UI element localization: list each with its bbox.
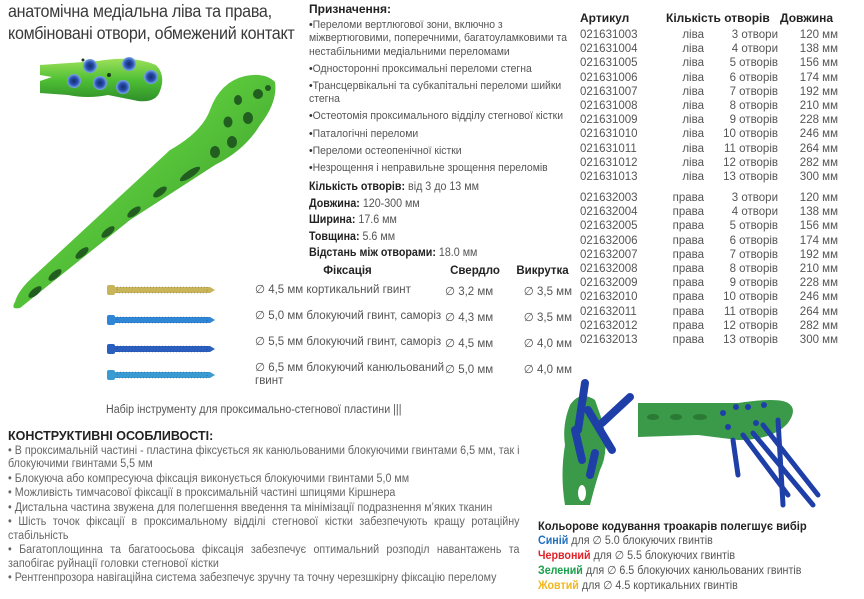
cell-length: 120 мм — [799, 192, 838, 205]
fixation-header — [255, 262, 575, 280]
cell-side: права — [672, 192, 704, 205]
table-row — [580, 142, 864, 156]
header-holes: Кількість отворів — [666, 11, 770, 25]
cell-article: 021632006 — [580, 234, 638, 247]
feature-item: • Шість точок фіксації в проксимальному відділі стегнової кістки забезпечують кращу ротаційну стабільність — [8, 516, 520, 542]
cell-article: 021631011 — [580, 142, 637, 155]
spec-label: Кількість отворів: — [309, 181, 406, 194]
cell-length: 138 мм — [799, 206, 838, 219]
header-length: Довжина — [780, 11, 834, 25]
cell-holes: 6 отворів — [729, 71, 778, 84]
purpose-item: • Переломи вертлюгової зони, включно з міжвертюговими, поперечними, багатоуламковими та нестабільними медіальними переломами — [309, 19, 579, 59]
cell-holes: 13 отворів — [723, 170, 778, 183]
screw-icon — [107, 315, 215, 325]
cell-side: права — [672, 305, 704, 318]
purpose-heading: Призначення: — [309, 2, 392, 16]
fixation-row — [255, 306, 575, 332]
screws-image — [105, 283, 220, 383]
cell-article: 021632013 — [580, 333, 638, 346]
cell-holes: 5 отворів — [729, 57, 778, 70]
cell-side: права — [672, 319, 704, 332]
cell-length: 246 мм — [799, 128, 838, 141]
legend-item — [538, 534, 836, 549]
spec-width — [309, 212, 558, 229]
table-row — [580, 290, 864, 304]
cell-article: 021632010 — [580, 291, 638, 304]
cell-holes: 11 отворів — [724, 305, 778, 318]
fixation-screwdriver: ∅ 4,0 мм — [523, 338, 572, 350]
plate-model-front-image — [540, 375, 640, 515]
cell-article: 021631013 — [580, 170, 638, 183]
left-plate-rows — [580, 28, 864, 184]
cell-side: права — [672, 234, 704, 247]
cell-article: 021632005 — [580, 220, 638, 233]
purpose-item: • Односторонні проксимальні переломи стегна — [309, 63, 579, 76]
cell-holes: 7 отворів — [729, 85, 778, 98]
table-row — [580, 234, 864, 248]
cell-length: 246 мм — [799, 291, 838, 304]
fixation-drill: ∅ 4,3 мм — [445, 312, 494, 324]
cell-holes: 7 отворів — [729, 248, 778, 261]
cell-length: 282 мм — [799, 319, 838, 332]
cell-article: 021631007 — [580, 85, 638, 98]
header-article: Артикул — [580, 11, 630, 25]
table-row — [580, 205, 864, 219]
fixation-row — [255, 358, 575, 392]
legend-color-name: Червоний — [538, 550, 591, 562]
table-row — [580, 85, 864, 99]
table-row — [580, 170, 864, 184]
cell-length: 210 мм — [799, 99, 838, 112]
cell-side: права — [672, 263, 704, 275]
cell-article: 021632007 — [580, 248, 638, 261]
table-row — [580, 248, 864, 262]
cell-length: 120 мм — [799, 29, 838, 41]
fixation-row — [255, 332, 575, 358]
legend-color-name: Синій — [538, 535, 569, 547]
header-fixation: Фіксація — [323, 265, 372, 277]
cell-side: права — [672, 277, 704, 290]
cell-holes: 10 отворів — [723, 128, 778, 141]
fixation-screwdriver: ∅ 4,0 мм — [523, 364, 572, 376]
feature-item: • Можливість тимчасової фіксації в проксимальній частині шпицями Кіршнера — [8, 487, 396, 499]
cell-holes: 12 отворів — [723, 319, 778, 332]
cell-article: 021632008 — [580, 263, 638, 275]
legend-text: для ∅ 6.5 блокуючих канюльованих гвинтів — [582, 565, 802, 577]
cell-side: права — [672, 220, 704, 233]
fixation-drill: ∅ 4,5 мм — [445, 338, 494, 350]
cell-article: 021631003 — [580, 29, 638, 41]
cell-length: 156 мм — [799, 220, 838, 233]
fixation-screw: ∅ 6,5 мм блокуючий канюльований гвинт — [255, 362, 445, 387]
legend-item — [538, 579, 836, 594]
spec-value: 18.0 мм — [435, 247, 478, 260]
cell-article: 021631006 — [580, 71, 638, 84]
cell-side: ліва — [682, 43, 704, 56]
title-line-2: комбіновані отвори, обмежений контакт — [8, 23, 295, 43]
cell-article: 021631009 — [580, 114, 638, 127]
cell-holes: 3 отвори — [731, 192, 778, 205]
cell-length: 192 мм — [799, 85, 838, 98]
cell-holes: 12 отворів — [723, 156, 778, 169]
cell-article: 021632009 — [580, 277, 638, 290]
cell-holes: 9 отворів — [729, 114, 778, 127]
fixation-row — [255, 280, 575, 306]
fixation-table — [255, 262, 575, 392]
cell-length: 264 мм — [799, 305, 838, 318]
purpose-item: • Трансцервікальні та субкапітальні переломи шийки стегна — [309, 80, 579, 106]
cell-side: ліва — [682, 156, 704, 169]
table-row — [580, 71, 864, 85]
table-header — [580, 8, 864, 28]
cell-holes: 6 отворів — [729, 234, 778, 247]
cell-side: ліва — [682, 128, 704, 141]
spec-value: 17.6 мм — [355, 214, 397, 227]
feature-item: • Багатоплощинна та багатоосьова фіксація забезпечує оптимальний розподіл навантажень та запобігає руйнації головки стегнової кістки — [8, 544, 520, 570]
purpose-item: • Переломи остеопенічної кістки — [309, 145, 579, 158]
screw-icon — [107, 285, 215, 295]
table-row — [580, 305, 864, 319]
cell-side: права — [672, 248, 704, 261]
table-row — [580, 262, 864, 276]
table-row — [580, 191, 864, 205]
purpose-list — [309, 19, 577, 175]
cell-holes: 13 отворів — [723, 333, 778, 346]
legend-text: для ∅ 4.5 кортикальних гвинтів — [578, 580, 738, 592]
fixation-screwdriver: ∅ 3,5 мм — [523, 312, 572, 324]
spec-label: Товщина: — [309, 230, 360, 243]
table-row — [580, 113, 864, 127]
cell-length: 156 мм — [799, 57, 838, 70]
table-row — [580, 333, 864, 347]
cell-holes: 4 отвори — [731, 206, 778, 219]
cell-article: 021632004 — [580, 206, 638, 219]
product-title — [8, 0, 295, 44]
cell-article: 021632012 — [580, 319, 638, 332]
cell-side: ліва — [682, 85, 704, 98]
trocar-color-legend — [538, 519, 858, 594]
spec-label: Ширина: — [309, 214, 356, 227]
header-drill: Свердло — [450, 265, 500, 277]
fixation-rows — [255, 280, 575, 392]
cell-length: 228 мм — [799, 114, 838, 127]
fixation-drill: ∅ 5,0 мм — [445, 364, 494, 376]
design-features-section — [8, 430, 520, 587]
fixation-drill: ∅ 3,2 мм — [445, 286, 494, 298]
cell-side: ліва — [682, 99, 704, 112]
cell-article: 021631005 — [580, 57, 638, 70]
cell-side: права — [672, 291, 704, 304]
feature-item: • Рентгенпрозора навігаційна система забезпечує зручну та точну черезшкірну фіксацію перелому — [8, 572, 497, 584]
legend-color-name: Жовтий — [538, 580, 579, 592]
screw-icon — [107, 344, 215, 354]
legend-heading: Кольорове кодування троакарів полегшує вибір — [538, 519, 807, 533]
table-row — [580, 56, 864, 70]
cell-length: 300 мм — [799, 333, 838, 346]
title-line-1: анатомічна медіальна ліва та права, — [8, 1, 272, 21]
fixation-screw: ∅ 5,0 мм блокуючий гвинт, саморіз — [255, 310, 442, 322]
feature-item: • В проксимальній частині - пластина фіксується як канюльованими блокуючими гвинтами 6,5 мм, так і блокуючими гвинтами 5,5 мм — [8, 444, 520, 470]
legend-item — [538, 549, 836, 564]
cell-length: 264 мм — [799, 142, 838, 155]
cell-side: права — [672, 206, 704, 219]
cell-holes: 8 отворів — [729, 99, 778, 112]
spec-label: Довжина: — [309, 197, 360, 210]
bone-plate-image — [10, 70, 290, 315]
cell-holes: 10 отворів — [723, 291, 778, 304]
cell-length: 138 мм — [799, 43, 838, 56]
spec-value: 5.6 мм — [359, 230, 396, 243]
table-row — [580, 127, 864, 141]
cell-article: 021631012 — [580, 156, 638, 169]
fixation-screw: ∅ 4,5 мм кортикальний гвинт — [255, 284, 411, 296]
table-row — [580, 99, 864, 113]
spec-thickness — [309, 229, 558, 246]
cell-length: 282 мм — [799, 156, 838, 169]
spec-label: Відстань між отворами: — [309, 247, 436, 260]
feature-item: • Блокуюча або компресуюча фіксація виконується блокуючими гвинтами 5,0 мм — [8, 472, 410, 485]
cell-holes: 4 отвори — [731, 43, 778, 56]
legend-item — [538, 564, 836, 579]
header-screwdriver: Викрутка — [516, 265, 569, 277]
instrument-set-caption: Набір інструменту для проксимально-стегнової пластини ||| — [106, 404, 402, 416]
legend-text: для ∅ 5.5 блокуючих гвинтів — [590, 550, 736, 562]
cell-article: 021631010 — [580, 128, 638, 141]
cell-holes: 8 отворів — [729, 263, 778, 275]
fixation-screw: ∅ 5,5 мм блокуючий гвинт, саморіз — [255, 336, 442, 348]
cell-side: ліва — [682, 170, 704, 183]
article-table — [580, 8, 864, 347]
screw-icon — [107, 370, 215, 380]
features-heading: КОНСТРУКТИВНІ ОСОБЛИВОСТІ: — [8, 429, 214, 443]
cell-side: ліва — [682, 29, 704, 41]
table-row — [580, 219, 864, 233]
cell-article: 021632003 — [580, 192, 638, 205]
table-row — [580, 156, 864, 170]
legend-color-name: Зелений — [538, 565, 583, 577]
cell-side: ліва — [682, 57, 704, 70]
plate-model-side-image — [638, 395, 858, 510]
cell-holes: 3 отвори — [731, 29, 778, 41]
purpose-item: • Незрощення і неправильне зрощення переломів — [309, 162, 579, 175]
spec-length — [309, 196, 558, 213]
cell-length: 192 мм — [799, 248, 838, 261]
cell-holes: 5 отворів — [729, 220, 778, 233]
cell-article: 021632011 — [580, 305, 637, 318]
spec-value: від 3 до 13 мм — [405, 181, 479, 194]
cell-length: 210 мм — [799, 263, 838, 275]
table-row — [580, 28, 864, 42]
cell-article: 021631008 — [580, 99, 638, 112]
right-plate-rows — [580, 191, 864, 347]
cell-length: 300 мм — [799, 170, 838, 183]
cell-side: права — [672, 333, 704, 346]
fixation-screwdriver: ∅ 3,5 мм — [523, 286, 572, 298]
purpose-section — [309, 3, 577, 262]
cell-holes: 9 отворів — [729, 277, 778, 290]
cell-article: 021631004 — [580, 43, 638, 56]
cell-side: ліва — [682, 142, 704, 155]
feature-item: • Дистальна частина звужена для полегшення введення та мінімізації подразнення м’яких тканин — [8, 501, 493, 514]
table-row — [580, 319, 864, 333]
spec-value: 120-300 мм — [359, 197, 420, 210]
purpose-item: • Паталогічні переломи — [309, 128, 579, 141]
legend-text: для ∅ 5.0 блокуючих гвинтів — [568, 535, 713, 547]
purpose-item: • Остеотомія проксимального відділу стегнової кістки — [309, 110, 579, 123]
cell-holes: 11 отворів — [724, 142, 778, 155]
cell-side: ліва — [682, 114, 704, 127]
spec-holes-count — [309, 179, 558, 196]
cell-side: ліва — [682, 71, 704, 84]
cell-length: 228 мм — [799, 277, 838, 290]
table-row — [580, 276, 864, 290]
cell-length: 174 мм — [799, 234, 838, 247]
spec-hole-distance — [309, 245, 558, 262]
table-row — [580, 42, 864, 56]
cell-length: 174 мм — [799, 71, 838, 84]
